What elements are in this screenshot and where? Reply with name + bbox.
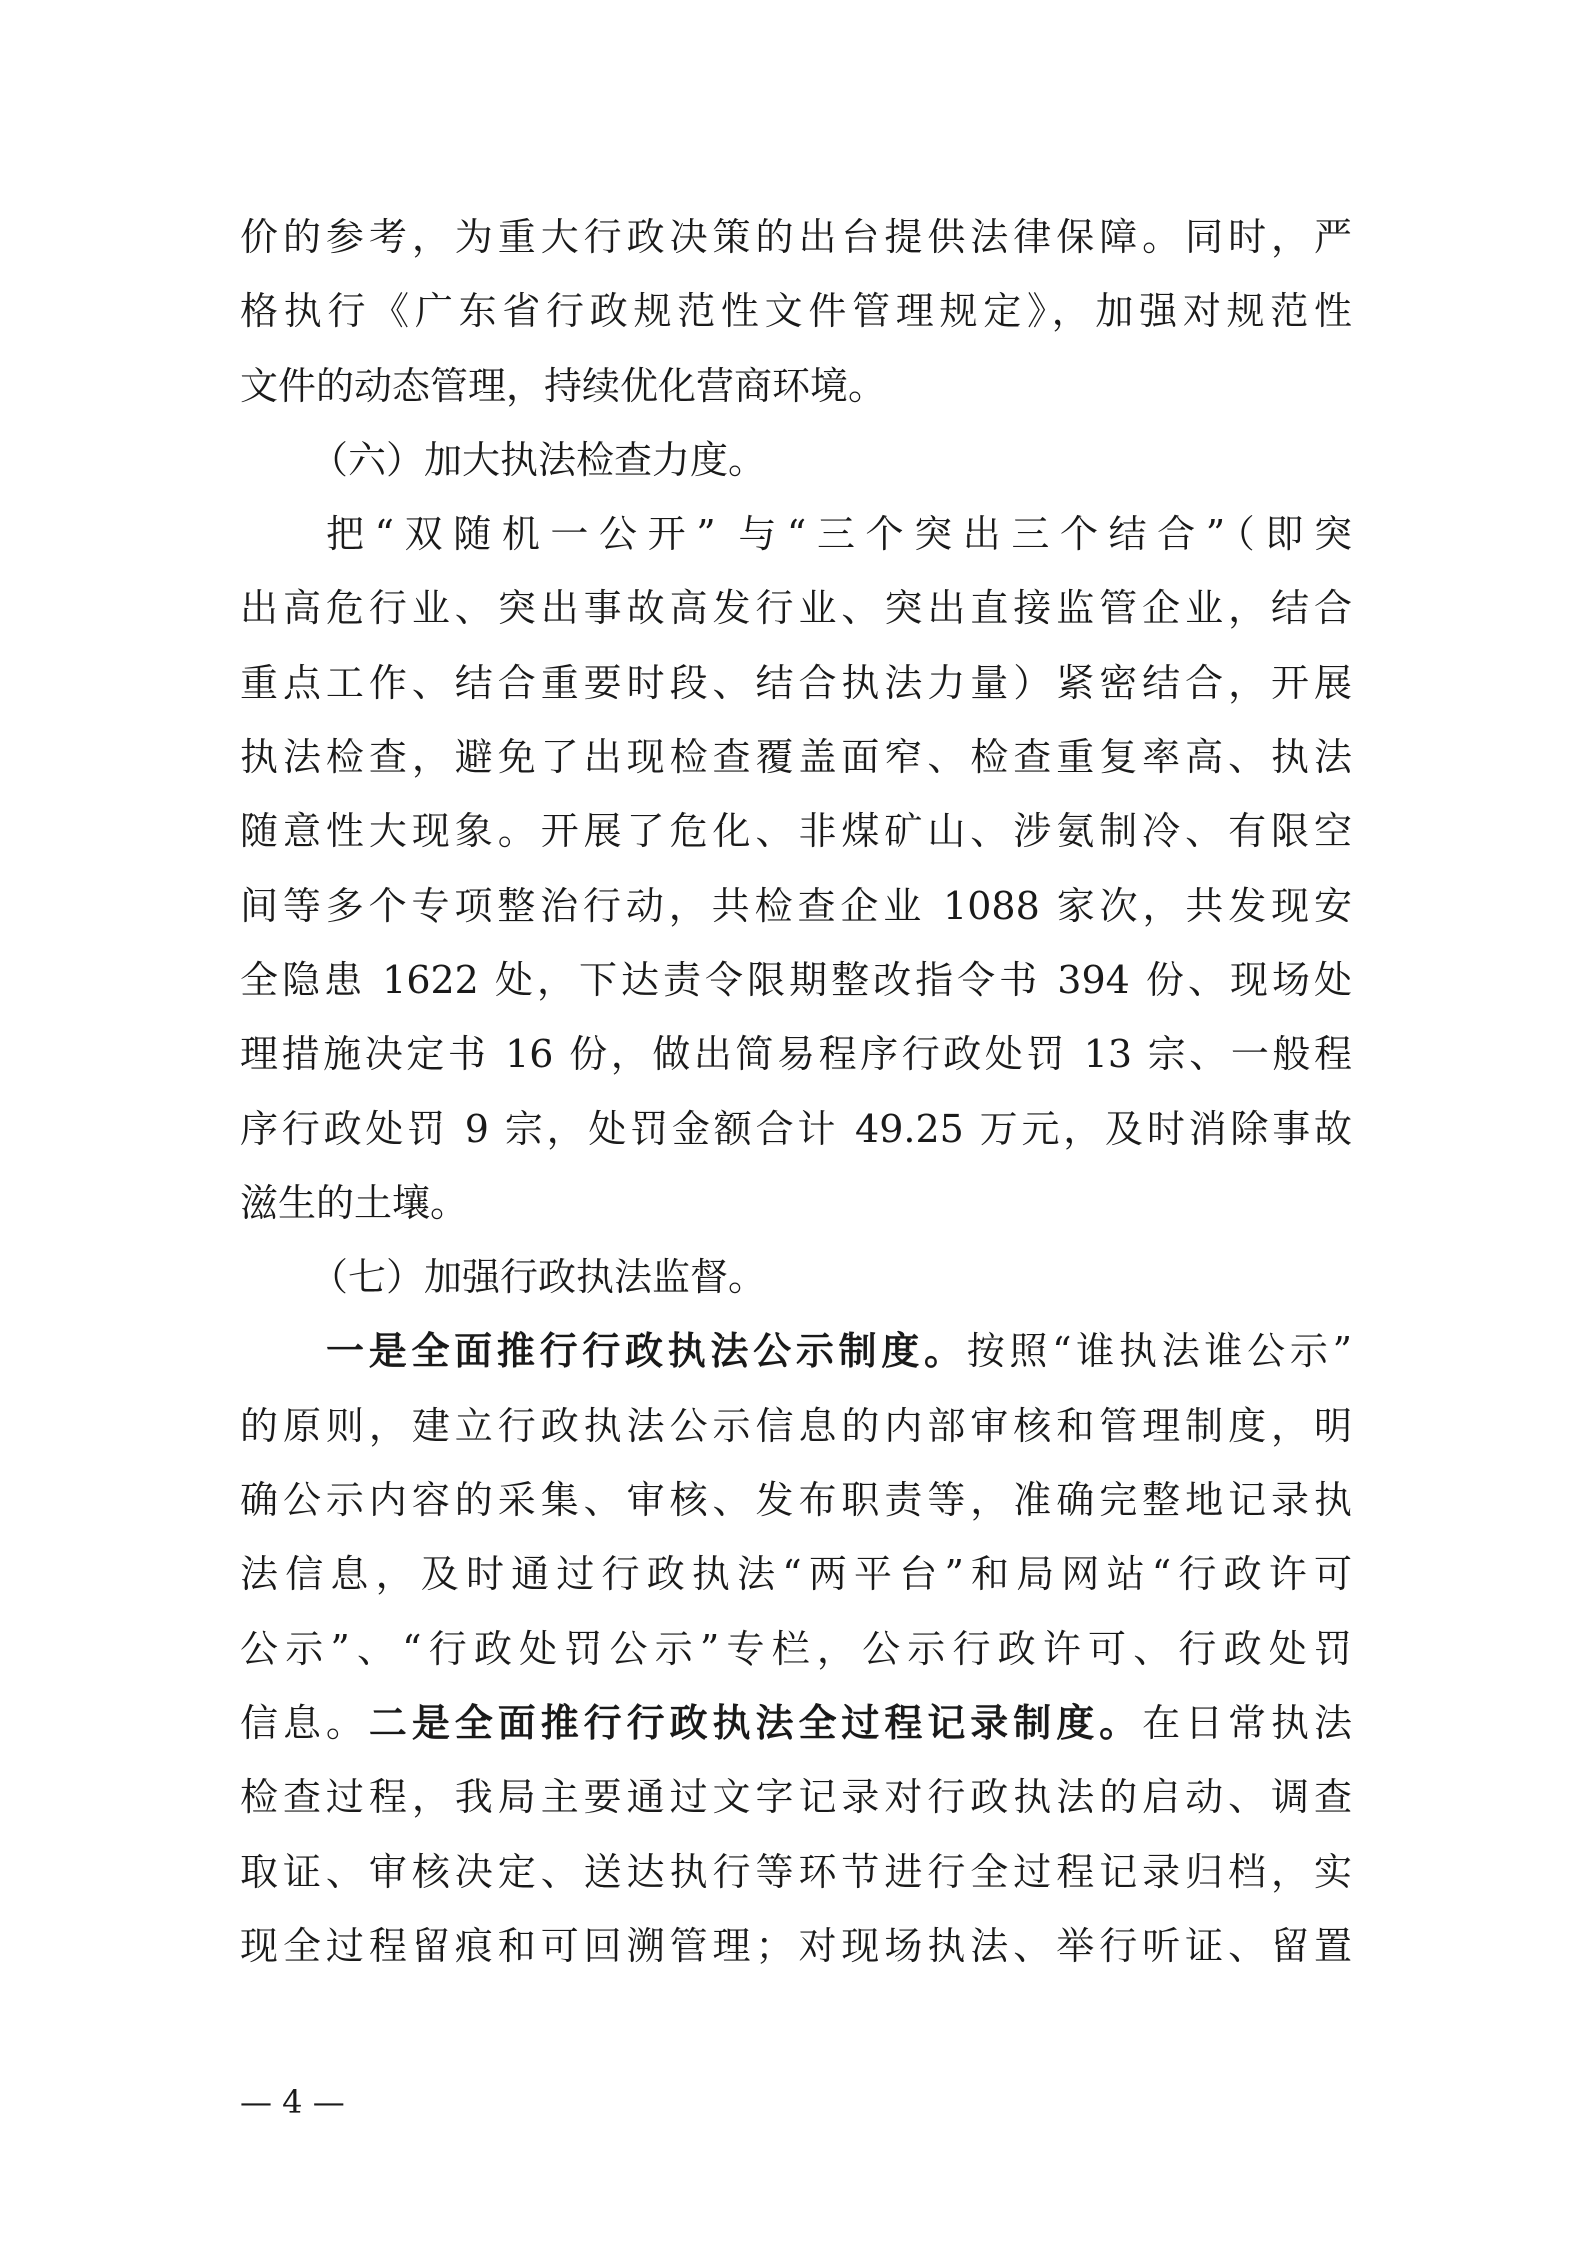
text-line: 的原则，建立行政执法公示信息的内部审核和管理制度，明 bbox=[240, 1403, 1352, 1448]
text-line: 检查过程，我局主要通过文字记录对行政执法的启动、调查 bbox=[240, 1775, 1352, 1820]
text-line: 出高危行业、突出事故高发行业、突出直接监管企业，结合 bbox=[240, 586, 1352, 631]
text-line: 理措施决定书 16 份，做出简易程序行政处罚 13 宗、一般程 bbox=[240, 1032, 1352, 1077]
text-line: 格执行《广东省行政规范性文件管理规定》，加强对规范性 bbox=[240, 289, 1352, 334]
section-heading-6: （六）加大执法检查力度。 bbox=[310, 437, 767, 482]
text-line: 现全过程留痕和可回溯管理；对现场执法、举行听证、留置 bbox=[240, 1923, 1352, 1968]
text-run: 按照“谁执法谁公示” bbox=[966, 1329, 1352, 1374]
text-line: 取证、审核决定、送达执行等环节进行全过程记录归档，实 bbox=[240, 1849, 1352, 1894]
text-line: 全隐患 1622 处，下达责令限期整改指令书 394 份、现场处 bbox=[240, 957, 1352, 1002]
text-line: 间等多个专项整治行动，共检查企业 1088 家次，共发现安 bbox=[240, 883, 1352, 928]
text-run: 在日常执法 bbox=[1142, 1700, 1352, 1745]
text-line: 价的参考，为重大行政决策的出台提供法律保障。同时，严 bbox=[240, 215, 1352, 259]
bold-lead-phrase: 二是全面推行行政执法全过程记录制度。 bbox=[368, 1700, 1143, 1745]
text-line: 序行政处罚 9 宗，处罚金额合计 49.25 万元，及时消除事故 bbox=[240, 1106, 1352, 1151]
text-line: 法信息，及时通过行政执法“两平台”和局网站“行政许可 bbox=[240, 1552, 1352, 1597]
text-line: 重点工作、结合重要时段、结合执法力量）紧密结合，开展 bbox=[240, 660, 1352, 705]
text-line: 文件的动态管理，持续优化营商环境。 bbox=[240, 363, 887, 408]
text-line: 执法检查，避免了出现检查覆盖面窄、检查重复率高、执法 bbox=[240, 735, 1352, 780]
text-line: 把“双随机一公开” 与“三个突出三个结合”（即突 bbox=[326, 512, 1352, 557]
text-line bbox=[240, 1686, 1352, 1760]
text-run: 信息。 bbox=[240, 1700, 369, 1745]
section-heading-7: （七）加强行政执法监督。 bbox=[310, 1255, 767, 1300]
text-line: 随意性大现象。开展了危化、非煤矿山、涉氨制冷、有限空 bbox=[240, 809, 1352, 854]
text-line: 确公示内容的采集、审核、发布职责等，准确完整地记录执 bbox=[240, 1478, 1352, 1523]
text-line: 滋生的土壤。 bbox=[240, 1180, 469, 1225]
text-line: 公示”、“行政处罚公示”专栏，公示行政许可、行政处罚 bbox=[240, 1626, 1352, 1671]
bold-lead-phrase: 一是全面推行行政执法公示制度。 bbox=[326, 1329, 967, 1374]
text-line bbox=[240, 1314, 1352, 1388]
document-body bbox=[240, 200, 1352, 1983]
page-number: — 4 — bbox=[240, 2083, 345, 2121]
